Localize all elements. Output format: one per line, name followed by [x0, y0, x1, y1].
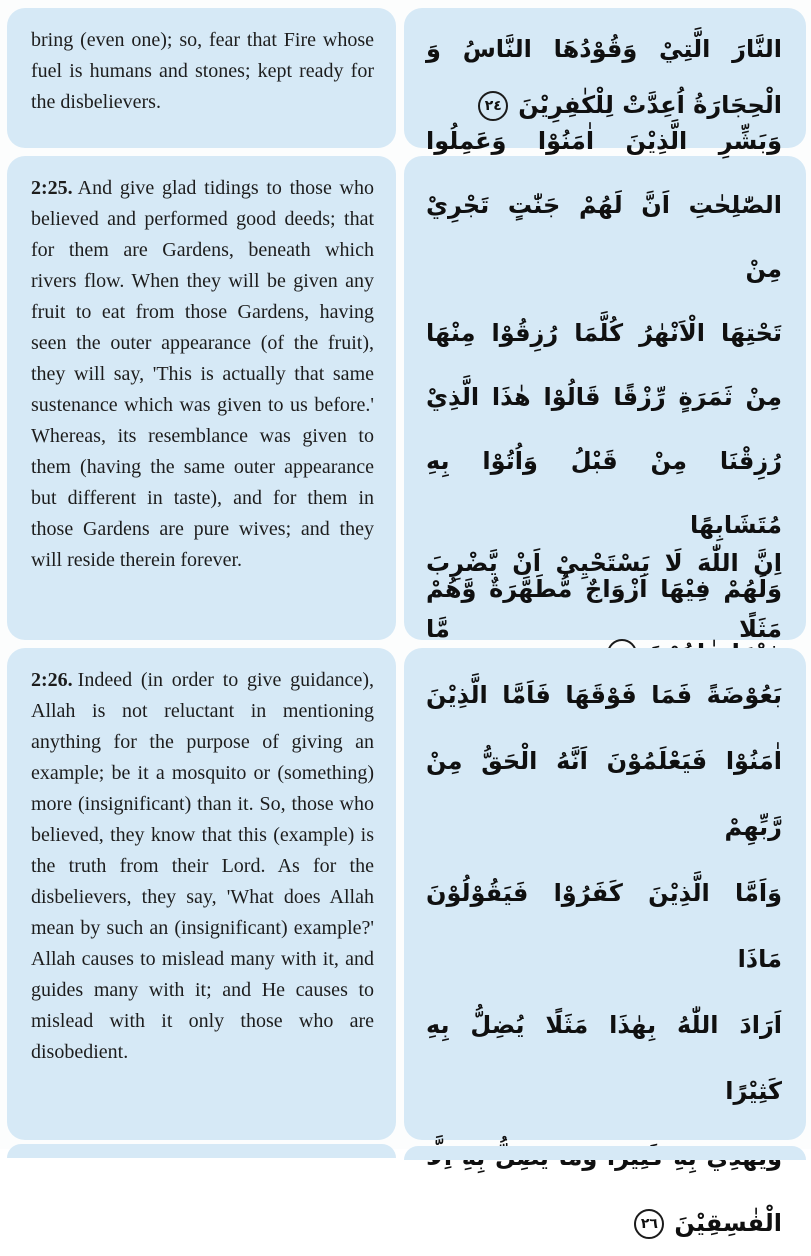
translation-text	[31, 173, 374, 576]
arabic-line: وَاَمَّا الَّذِيْنَ كَفَرُوْا فَيَقُوْلُوْنَ مَاذَا	[426, 879, 782, 973]
ayah-end-marker	[634, 1209, 664, 1239]
arabic-line: اِنَّ اللّٰهَ لَا يَسْتَحْيِيْ اَنْ يَّضْرِبَ مَثَلًا مَّا	[426, 549, 782, 643]
arabic-line: اَرَادَ اللّٰهُ بِهٰذَا مَثَلًا يُضِلُّ بِهِ كَثِيْرًا	[426, 1011, 782, 1105]
arabic-line: الصّٰلِحٰتِ اَنَّ لَهُمْ جَنّٰتٍ تَجْرِيْ مِنْ	[426, 191, 782, 283]
arabic-final-words: الْفٰسِقِيْنَ	[674, 1209, 782, 1237]
arabic-line-final	[426, 1190, 782, 1256]
arabic-line: رُزِقْنَا مِنْ قَبْلُ وَاُتُوْا بِهِ مُتَشَابِهًا	[426, 447, 782, 539]
translation-body: bring (even one); so, fear that Fire whose fuel is humans and stones; kept ready for the disbelievers.	[31, 29, 374, 113]
verse-ref: 2:25.	[31, 177, 73, 199]
arabic-line: مِنْ ثَمَرَةٍ رِّزْقًا قَالُوْا هٰذَا الَّذِيْ	[426, 383, 782, 411]
ayah-number: ٢٦	[640, 1216, 658, 1232]
arabic-line: اٰمَنُوْا فَيَعْلَمُوْنَ اَنَّهُ الْحَقُّ مِنْ رَّبِّهِمْ	[426, 747, 782, 841]
next-arabic-card-edge	[404, 1146, 806, 1160]
ayah-number: ٢٤	[484, 98, 502, 114]
translation-text	[31, 25, 374, 118]
translation-body: And give glad tidings to those who believed and performed good deeds; that for them are Gardens, beneath which rivers flow. When they will be given any fruit to eat from those Gardens, having seen the outer appearance (of the fruit), they will say, 'This is actually that same sustenance which was given to us before.' Whereas, its resemblance was given to them (having the same outer appearance but different in taste), and for them in those Gardens are pure wives; and they will reside therein forever.	[31, 177, 374, 571]
arabic-line: وَلَهُمْ فِيْهَا اَزْوَاجٌ مُّطَهَّرَةٌ وَّهُمْ	[426, 575, 782, 603]
arabic-line: النَّارَ الَّتِيْ وَقُوْدُهَا النَّاسُ وَ	[426, 35, 782, 63]
arabic-final-words: الْحِجَارَةُ اُعِدَّتْ لِلْكٰفِرِيْنَ	[518, 91, 782, 119]
next-translation-card-edge	[7, 1144, 396, 1158]
arabic-line: وَبَشِّرِ الَّذِيْنَ اٰمَنُوْا وَعَمِلُوا	[426, 127, 782, 155]
translation-card-25	[7, 156, 396, 640]
arabic-line: تَحْتِهَا الْاَنْهٰرُ كُلَّمَا رُزِقُوْا مِنْهَا	[426, 319, 782, 347]
verse-ref: 2:26.	[31, 669, 73, 691]
translation-body: Indeed (in order to give guidance), Allah is not reluctant in mentioning anything for the purpose of giving an example; be it a mosquito or (something) more (insignificant) than it. So, those who believed, they know that this (example) is the truth from their Lord. As for the disbelievers, they say, 'What does Allah mean by such an (insignificant) example?' Allah causes to mislead many with it, and guides many with it; and He causes to mislead with it only those who are disobedient.	[31, 669, 374, 1063]
translation-card-24	[7, 8, 396, 148]
translation-card-26	[7, 648, 396, 1140]
arabic-line: بَعُوْضَةً فَمَا فَوْقَهَا فَاَمَّا الَّذِيْنَ	[426, 681, 782, 709]
translation-text	[31, 665, 374, 1068]
